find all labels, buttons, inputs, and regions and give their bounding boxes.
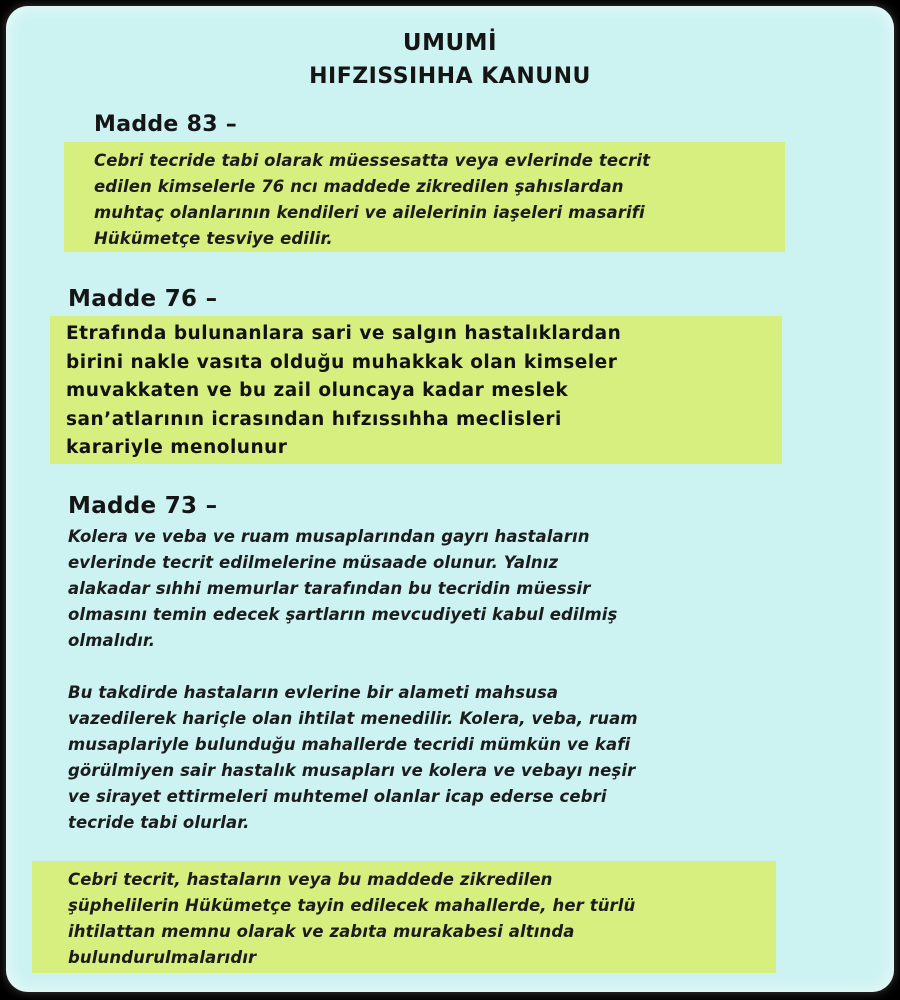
article-73-paragraph-1 bbox=[68, 524, 617, 654]
article-83-highlight bbox=[64, 142, 785, 252]
article-83-line: Hükümetçe tesviye edilir. bbox=[94, 229, 333, 248]
article-73-p3-line: şüphelilerin Hükümetçe tayin edilecek mahallerde, her türlü bbox=[68, 896, 636, 915]
article-73-p1-line: olmalıdır. bbox=[68, 631, 156, 650]
article-73-p2-line: görülmiyen sair hastalık musapları ve kolera ve vebayı neşir bbox=[68, 761, 636, 780]
article-73-paragraph-2 bbox=[68, 680, 638, 836]
article-73-p2-line: Bu takdirde hastaların evlerine bir alameti mahsusa bbox=[68, 683, 559, 702]
article-73-p1-line: evlerinde tecrit edilmelerine müsaade olunur. Yalnız bbox=[68, 553, 559, 572]
article-73-p2-line: musaplariyle bulunduğu mahallerde tecridi mümkün ve kafi bbox=[68, 735, 631, 754]
article-76-line: muvakkaten ve bu zail oluncaya kadar meslek bbox=[66, 380, 569, 401]
article-76-heading: Madde 76 – bbox=[68, 286, 218, 312]
document-title-line2: HIFZISSIHHA KANUNU bbox=[309, 64, 591, 89]
article-73-heading: Madde 73 – bbox=[68, 493, 218, 519]
article-73-highlight bbox=[32, 861, 776, 973]
article-73-p3-line: Cebri tecrit, hastaların veya bu maddede zikredilen bbox=[68, 870, 553, 889]
article-76-line: san’atlarının icrasından hıfzıssıhha meclisleri bbox=[66, 408, 562, 430]
article-83-line: edilen kimselerle 76 ncı maddede zikredilen şahıslardan bbox=[94, 177, 624, 196]
document-title-line1: UMUMİ bbox=[402, 30, 498, 56]
article-73-p1-line: Kolera ve veba ve ruam musaplarından gayrı hastaların bbox=[68, 527, 590, 546]
document-page bbox=[6, 6, 894, 992]
article-83-line: Cebri tecride tabi olarak müessesatta veya evlerinde tecrit bbox=[94, 151, 651, 170]
article-73-p1-line: alakadar sıhhi memurlar tarafından bu tecridin müessir bbox=[68, 579, 591, 598]
article-76-line: karariyle menolunur bbox=[66, 437, 288, 458]
article-83-heading: Madde 83 – bbox=[94, 112, 238, 137]
article-76-highlight bbox=[50, 316, 782, 464]
article-73-p2-line: tecride tabi olurlar. bbox=[68, 813, 250, 832]
article-76-line: Etrafında bulunanlara sari ve salgın hastalıklardan bbox=[66, 323, 622, 344]
article-73-p1-line: olmasını temin edecek şartların mevcudiyeti kabul edilmiş bbox=[68, 605, 618, 624]
article-73-p3-line: bulundurulmalarıdır bbox=[68, 948, 257, 967]
article-76-line: birini nakle vasıta olduğu muhakkak olan kimseler bbox=[66, 351, 618, 373]
article-73-p2-line: ve sirayet ettirmeleri muhtemel olanlar icap ederse cebri bbox=[68, 787, 607, 806]
article-73-p2-line: vazedilerek hariçle olan ihtilat menedilir. Kolera, veba, ruam bbox=[68, 709, 638, 728]
article-73-p3-line: ihtilattan memnu olarak ve zabıta murakabesi altında bbox=[68, 922, 575, 941]
article-83-line: muhtaç olanlarının kendileri ve ailelerinin iaşeleri masarifi bbox=[94, 203, 645, 222]
